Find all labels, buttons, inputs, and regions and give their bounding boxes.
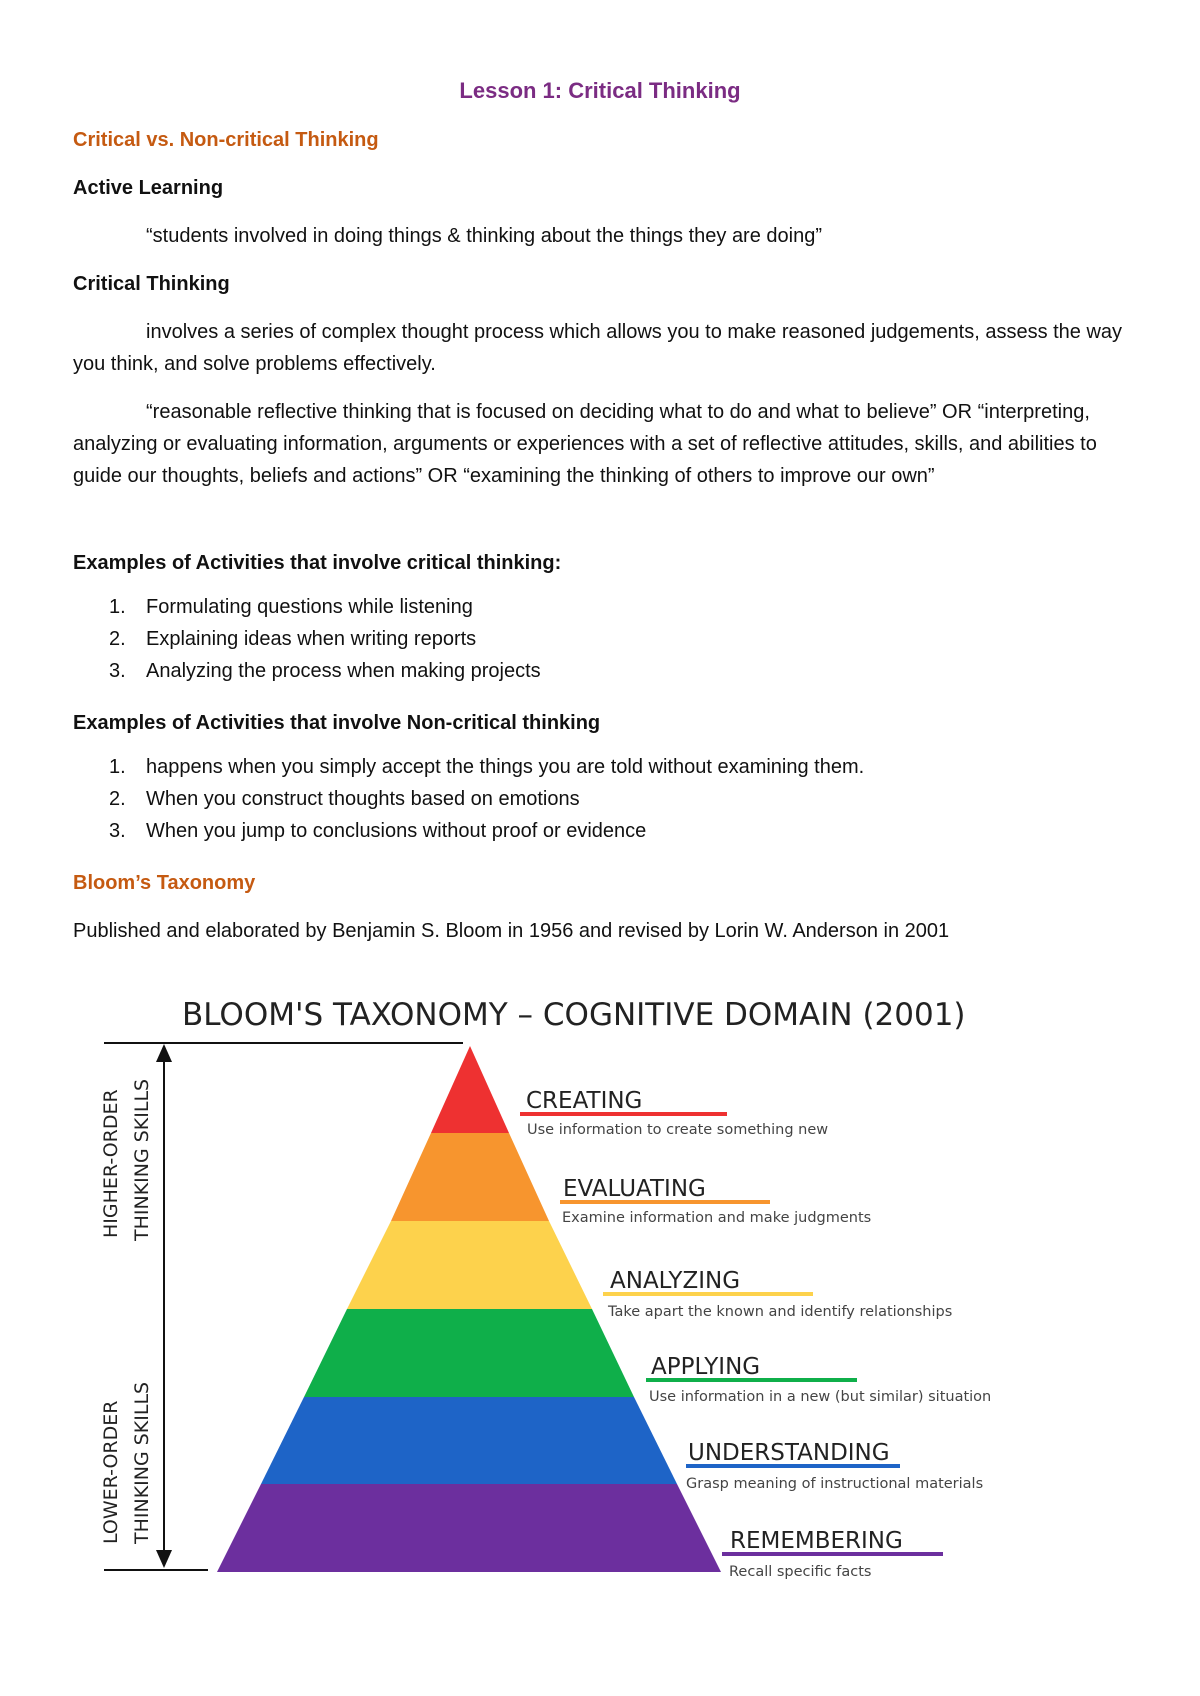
list-text: Explaining ideas when writing reports	[146, 628, 477, 650]
level-desc-understanding: Grasp meaning of instructional materials	[686, 1476, 984, 1492]
list-text: When you jump to conclusions without proof or evidence	[146, 820, 647, 842]
list-number: 2.	[109, 628, 126, 650]
blooms-intro: Published and elaborated by Benjamin S. Bloom in 1956 and revised by Lorin W. Anderson in 2001	[73, 920, 950, 942]
lower-order-label: LOWER-ORDER	[100, 1400, 122, 1544]
higher-order-label: HIGHER-ORDER	[100, 1089, 122, 1238]
pyramid-tier-analyzing	[347, 1221, 592, 1309]
active-learning-quote: “students involved in doing things & thinking about the things they are doing”	[146, 225, 822, 247]
section-heading-critical-vs-noncritical: Critical vs. Non-critical Thinking	[73, 129, 379, 151]
arrow-up-icon	[156, 1044, 172, 1062]
level-name-applying: APPLYING	[651, 1354, 761, 1380]
figure-title: BLOOM'S TAXONOMY – COGNITIVE DOMAIN (2001)	[182, 997, 966, 1033]
critical-thinking-quotes-text: “reasonable reflective thinking that is focused on deciding what to do and what to believe” OR “interpreting, analyzing or evaluating information, arguments or experiences with a set of reflective attitudes, skills, and abilities to guide our thoughts, beliefs and actions” OR “examining the thinking of others to improve our own”	[73, 401, 1097, 487]
heading-active-learning: Active Learning	[73, 177, 224, 199]
pyramid-tier-remembering	[217, 1484, 721, 1572]
pyramid-tier-creating	[431, 1046, 509, 1133]
pyramid-tier-evaluating	[391, 1133, 549, 1221]
list-number: 1.	[109, 756, 126, 778]
level-desc-remembering: Recall specific facts	[729, 1564, 872, 1580]
lower-order-label-2: THINKING SKILLS	[131, 1381, 153, 1544]
level-name-creating: CREATING	[526, 1088, 643, 1114]
section-heading-blooms-taxonomy: Bloom’s Taxonomy	[73, 872, 256, 894]
heading-critical-examples: Examples of Activities that involve critical thinking:	[73, 552, 562, 574]
critical-thinking-definition-text: involves a series of complex thought process which allows you to make reasoned judgements, assess the way you think, and solve problems effectively.	[73, 321, 1123, 375]
page-title: Lesson 1: Critical Thinking	[459, 78, 741, 103]
list-text: Analyzing the process when making projects	[146, 660, 541, 682]
level-desc-analyzing: Take apart the known and identify relationships	[608, 1304, 953, 1320]
pyramid-tier-applying	[304, 1309, 634, 1397]
level-name-evaluating: EVALUATING	[563, 1176, 706, 1202]
higher-order-label-2: THINKING SKILLS	[131, 1078, 153, 1241]
heading-noncritical-examples: Examples of Activities that involve Non-critical thinking	[73, 712, 601, 734]
list-number: 3.	[109, 820, 126, 842]
level-desc-creating: Use information to create something new	[527, 1122, 829, 1138]
list-number: 1.	[109, 596, 126, 618]
level-name-remembering: REMEMBERING	[730, 1528, 903, 1554]
level-desc-evaluating: Examine information and make judgments	[562, 1210, 872, 1226]
list-text: happens when you simply accept the things you are told without examining them.	[146, 756, 865, 778]
list-text: When you construct thoughts based on emotions	[146, 788, 580, 810]
level-name-understanding: UNDERSTANDING	[688, 1440, 890, 1466]
level-name-analyzing: ANALYZING	[610, 1268, 741, 1294]
list-number: 2.	[109, 788, 126, 810]
level-desc-applying: Use information in a new (but similar) situation	[649, 1389, 992, 1405]
list-number: 3.	[109, 660, 126, 682]
pyramid-tier-understanding	[261, 1397, 677, 1484]
heading-critical-thinking: Critical Thinking	[73, 273, 230, 295]
arrow-down-icon	[156, 1550, 172, 1568]
list-text: Formulating questions while listening	[146, 596, 473, 618]
